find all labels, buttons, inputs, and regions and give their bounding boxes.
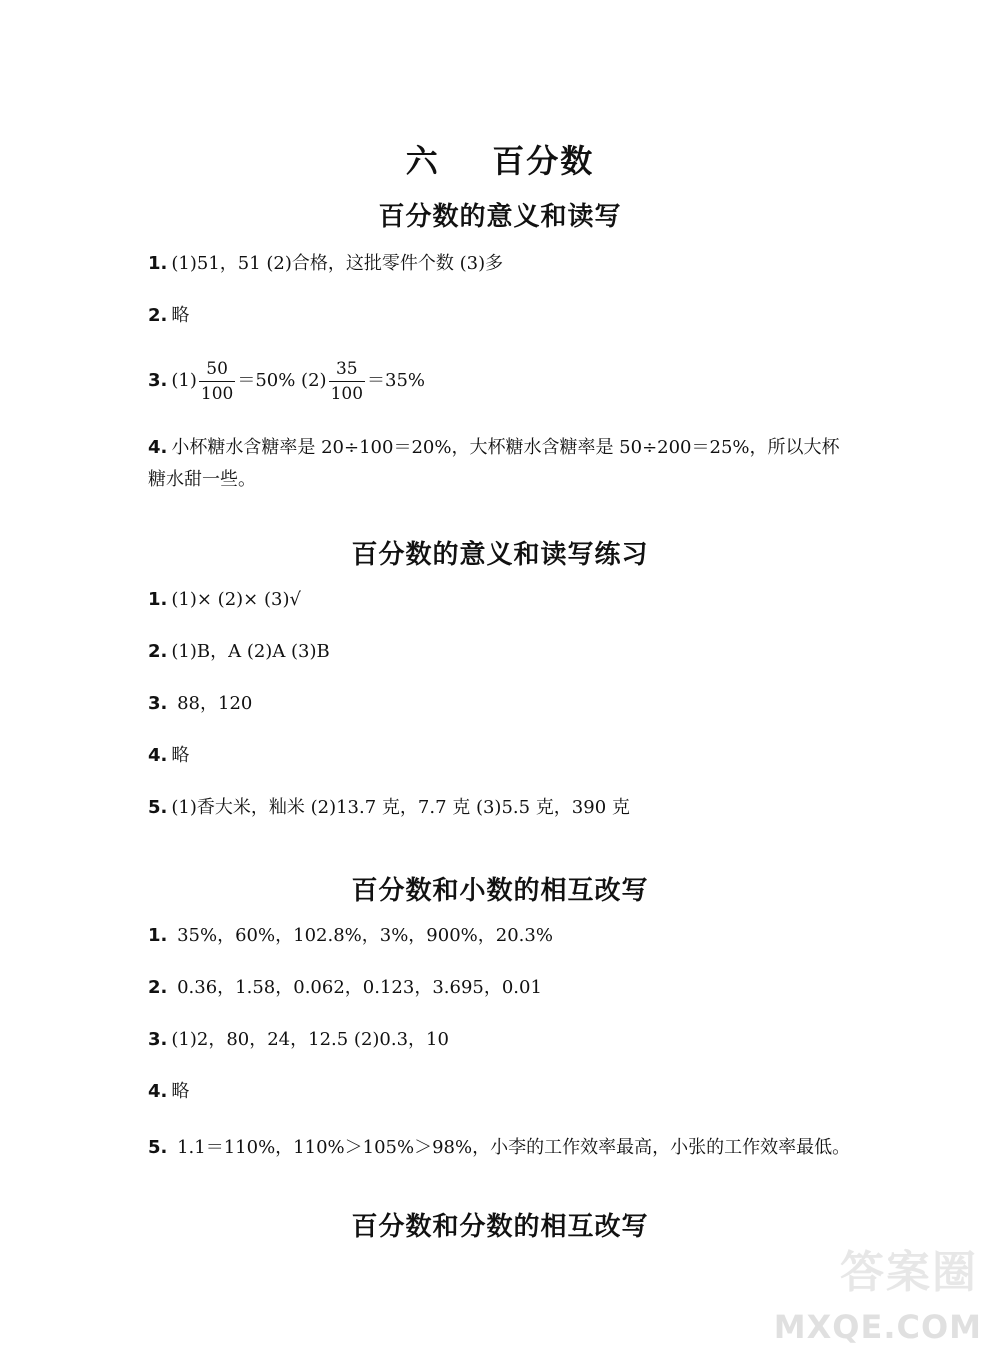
- part-2-suffix: ＝35%: [367, 370, 426, 391]
- item-text: (1)2，80，24，12.5 (2)0.3，10: [171, 1029, 449, 1050]
- item-number: 5.: [148, 1137, 168, 1158]
- site-watermark: [773, 1236, 986, 1346]
- item-text: 小杯糖水含糖率是 20÷100＝20%，大杯糖水含糖率是 50÷200＝25%，所以大杯糖水甜一些。: [148, 437, 840, 490]
- answer-item: [148, 1024, 868, 1056]
- item-text: (1)× (2)× (3)√: [171, 589, 301, 610]
- answer-item: [148, 920, 868, 952]
- fraction-1: [199, 359, 235, 404]
- part-1-suffix: ＝50% (2): [237, 370, 327, 391]
- item-text: 1.1＝110%，110%＞105%＞98%，小李的工作效率最高，小张的工作效率最低。: [171, 1137, 851, 1158]
- chapter-title: 百分数: [492, 142, 595, 180]
- fraction-2: [329, 359, 365, 404]
- item-text: (1)B，A (2)A (3)B: [171, 641, 330, 662]
- fraction-2-denominator: 100: [330, 383, 364, 404]
- answer-item: [148, 688, 868, 720]
- section-title-2: 百分数的意义和读写练习: [351, 540, 649, 570]
- item-number: 3.: [148, 1029, 168, 1050]
- answer-item: [148, 300, 868, 332]
- answer-item: [148, 740, 868, 772]
- item-number: 2.: [148, 305, 168, 326]
- section-title-3: 百分数和小数的相互改写: [351, 876, 649, 906]
- item-number: 4.: [148, 1081, 168, 1102]
- watermark-url-text: MXQE.COM: [773, 1308, 982, 1346]
- answer-item: [148, 432, 852, 496]
- fraction-1-denominator: 100: [200, 383, 234, 404]
- item-number: 5.: [148, 797, 168, 818]
- answer-item: [148, 248, 868, 280]
- item-number: 4.: [148, 437, 168, 458]
- watermark-logo-text: 答案圈: [840, 1247, 978, 1298]
- item-text: (1)51，51 (2)合格，这批零件个数 (3)多: [171, 253, 504, 274]
- answer-item: [148, 636, 868, 668]
- item-number: 1.: [148, 589, 168, 610]
- item-number: 2.: [148, 641, 168, 662]
- fraction-2-numerator: 35: [329, 359, 365, 382]
- item-text: (1)香大米，籼米 (2)13.7 克，7.7 克 (3)5.5 克，390 克: [171, 797, 630, 818]
- item-number: 4.: [148, 745, 168, 766]
- answer-item-fractions: [148, 358, 868, 404]
- item-number: 3.: [148, 693, 168, 714]
- item-text: 35%，60%，102.8%，3%，900%，20.3%: [171, 925, 553, 946]
- item-number: 2.: [148, 977, 168, 998]
- answer-item: [148, 584, 868, 616]
- item-number: 1.: [148, 925, 168, 946]
- item-text: 0.36，1.58，0.062，0.123，3.695，0.01: [171, 977, 542, 998]
- chapter-heading: [0, 136, 1000, 182]
- section-title-4: 百分数和分数的相互改写: [351, 1212, 649, 1242]
- item-number: 3.: [148, 370, 168, 391]
- fraction-1-numerator: 50: [199, 359, 235, 382]
- answer-item: [148, 972, 868, 1004]
- answer-item: [148, 792, 868, 824]
- chapter-number: 六: [405, 142, 440, 180]
- item-text: 88，120: [171, 693, 253, 714]
- answer-item: [148, 1132, 868, 1164]
- item-text: 略: [171, 745, 190, 766]
- section-title-1: 百分数的意义和读写: [378, 202, 622, 232]
- answer-item: [148, 1076, 868, 1108]
- item-text: 略: [171, 1081, 190, 1102]
- item-text: 略: [171, 305, 190, 326]
- item-number: 1.: [148, 253, 168, 274]
- part-1-prefix: (1): [171, 370, 197, 391]
